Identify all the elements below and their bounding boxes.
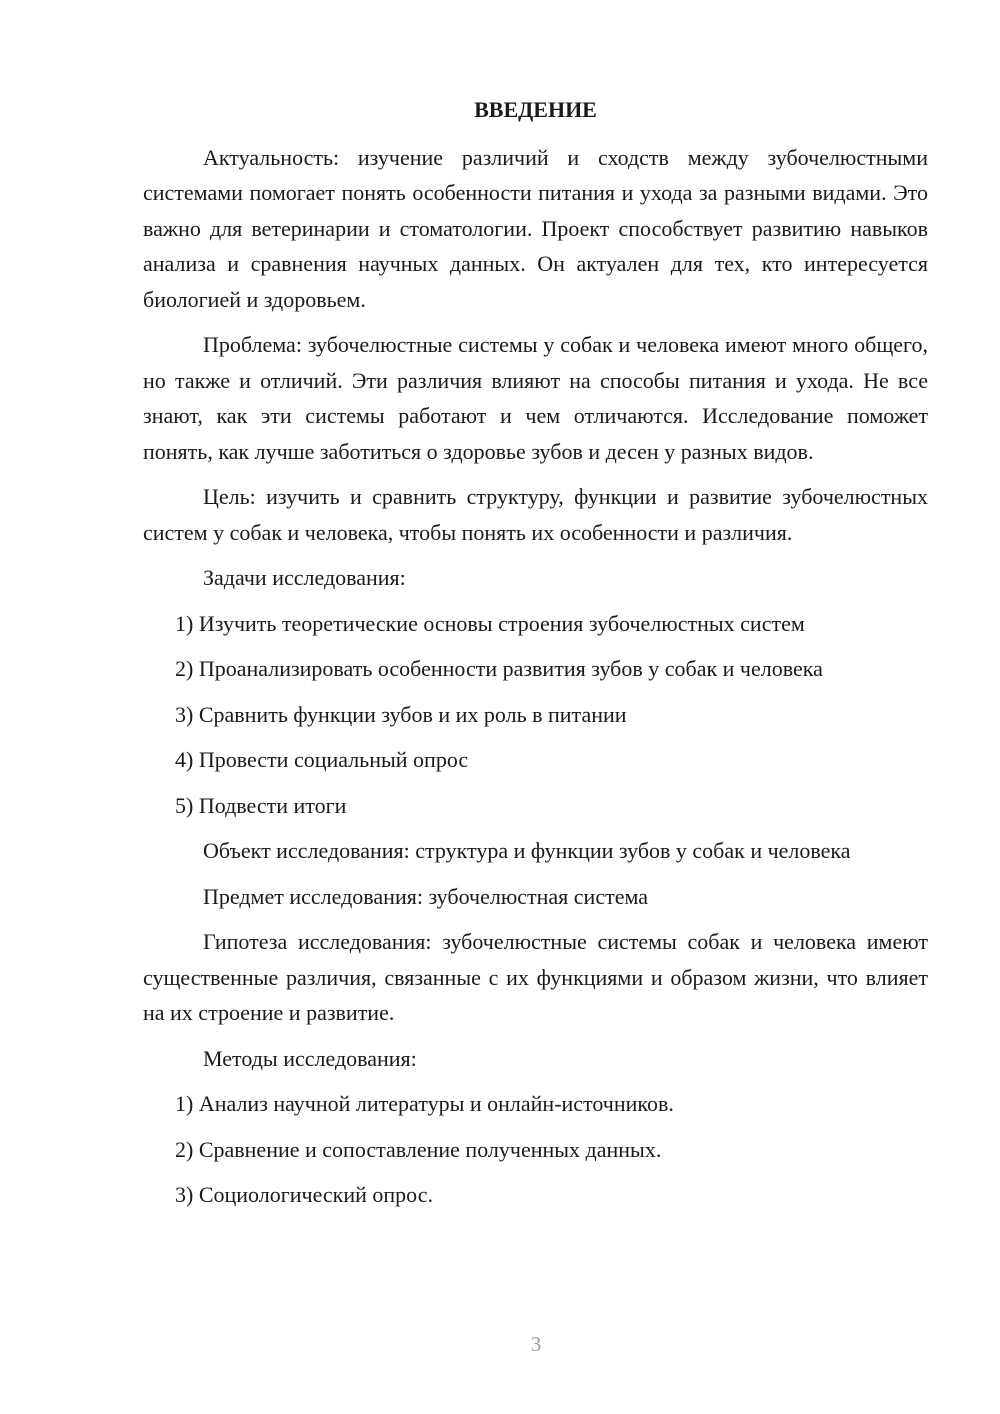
- paragraph-goal: Цель: изучить и сравнить структуру, функции и развитие зубочелюстных систем у собак и человека, чтобы понять их особенности и различия.: [143, 484, 928, 545]
- paragraph-problem: Проблема: зубочелюстные системы у собак и человека имеют много общего, но также и отличий. Эти различия влияют на способы питания и ухода. Не все знают, как эти системы работают и чем отличаются. Исследование поможет понять, как лучше заботиться о здоровье зубов и десен у разных видов.: [143, 332, 928, 464]
- paragraph-relevance: Актуальность: изучение различий и сходств между зубочелюстными системами помогает понять особенности питания и ухода за разными видами. Это важно для ветеринарии и стоматологии. Проект способствует развитию навыков анализа и сравнения научных данных. Он актуален для тех, кто интересуется биологией и здоровьем.: [143, 144, 928, 312]
- list-item: 2) Проанализировать особенности развития зубов у собак и человека: [175, 656, 823, 681]
- list-item: 1) Изучить теоретические основы строения зубочелюстных систем: [175, 610, 805, 636]
- list-item: 2) Сравнение и сопоставление полученных данных.: [175, 1136, 662, 1162]
- list-item: 3) Сравнить функции зубов и их роль в питании: [175, 701, 627, 727]
- list-item: 1) Анализ научной литературы и онлайн-источников.: [175, 1091, 674, 1116]
- tasks-label: Задачи исследования:: [203, 565, 406, 590]
- section-title: ВВЕДЕНИЕ: [474, 97, 597, 122]
- list-item: 4) Провести социальный опрос: [175, 747, 469, 772]
- page-number: 3: [530, 1332, 542, 1356]
- methods-label: Методы исследования:: [203, 1045, 417, 1071]
- paragraph-hypothesis: Гипотеза исследования: зубочелюстные системы собак и человека имеют существенные различия, связанные с их функциями и образом жизни, что влияет на их строение и развитие.: [143, 929, 928, 1025]
- document-page: [143, 92, 928, 1223]
- paragraph-object: Объект исследования: структура и функции зубов у собак и человека: [203, 838, 851, 863]
- methods-list: [143, 1086, 928, 1213]
- list-item: 3) Социологический опрос.: [175, 1182, 433, 1207]
- list-item: 5) Подвести итоги: [175, 792, 347, 818]
- tasks-list: [143, 606, 928, 824]
- paragraph-subject: Предмет исследования: зубочелюстная система: [203, 883, 649, 909]
